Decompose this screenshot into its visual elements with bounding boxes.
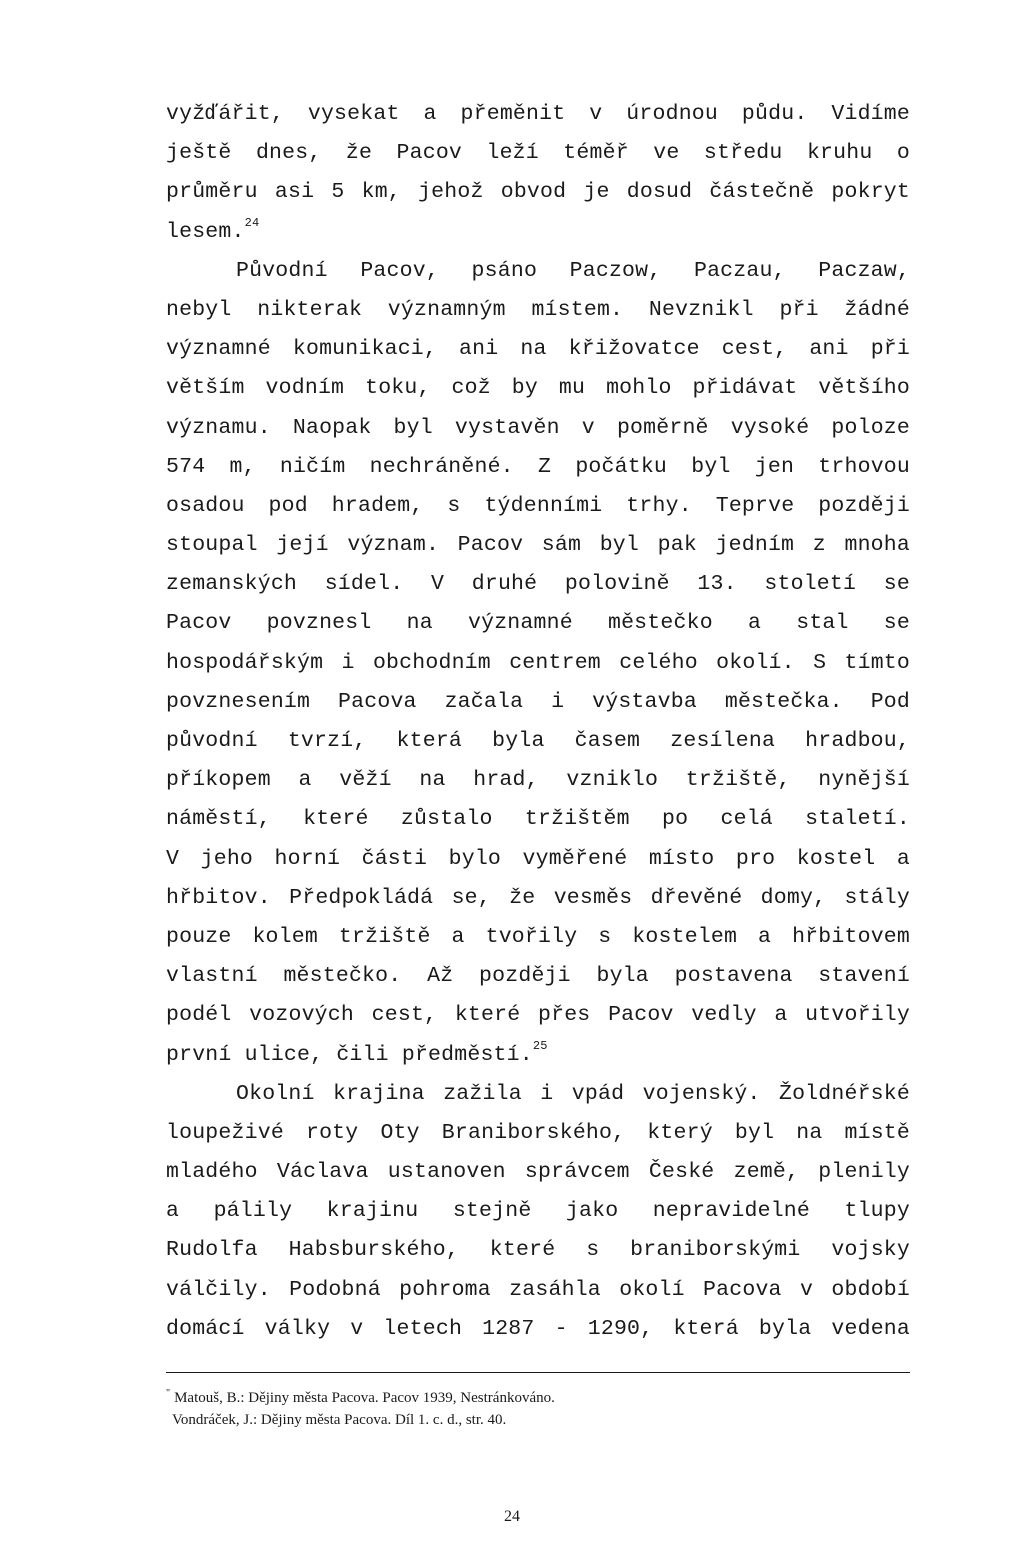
- text-line: loupeživé roty Oty Braniborského, který byl na místě: [166, 1120, 910, 1145]
- footnotes: [166, 1383, 910, 1431]
- text-line: náměstí, které zůstalo tržištěm po celá staletí.: [166, 807, 910, 832]
- text-line: podél vozových cest, které přes Pacov vedly a utvořily: [166, 1003, 910, 1028]
- text-line-with-note: [166, 1036, 910, 1075]
- text-line: hospodářským i obchodním centrem celého okolí. S tímto: [166, 650, 910, 675]
- text-line: průměru asi 5 km, jehož obvod je dosud částečně pokryt: [166, 180, 910, 205]
- text-line: vlastní městečko. Až později byla postavena stavení: [166, 964, 910, 989]
- text-line: významu. Naopak byl vystavěn v poměrně vysoké poloze: [166, 415, 910, 440]
- text-line: první ulice, čili předměstí.: [166, 1042, 533, 1067]
- text-line: osadou pod hradem, s týdenními trhy. Teprve později: [166, 493, 910, 518]
- footnote-separator: [166, 1372, 910, 1373]
- text-line: 574 m, ničím nechráněné. Z počátku byl jen trhovou: [166, 454, 910, 479]
- footnote-item: [166, 1409, 910, 1431]
- text-line: domácí války v letech 1287 - 1290, která byla vedena: [166, 1316, 910, 1341]
- text-line: příkopem a věží na hrad, vzniklo tržiště, nynější: [166, 768, 910, 793]
- text-line: původní tvrzí, která byla časem zesílena hradbou,: [166, 729, 910, 753]
- text-line: mladého Václava ustanoven správcem České země, plenily: [166, 1160, 910, 1185]
- footnote-text: Vondráček, J.: Dějiny města Pacova. Díl 1. c. d., str. 40.: [172, 1412, 507, 1428]
- text-line: významné komunikaci, ani na křižovatce cest, ani při: [166, 337, 910, 362]
- page-number: 24: [504, 1508, 520, 1525]
- footnote-item: [166, 1383, 910, 1409]
- text-line: vyžďářit, vysekat a přeměnit v úrodnou půdu. Vidíme: [166, 102, 910, 126]
- text-line: V jeho horní části bylo vyměřené místo pro kostel a: [166, 846, 910, 871]
- text-line: a pálily krajinu stejně jako nepravidelné tlupy: [166, 1199, 910, 1224]
- body-text: [166, 95, 910, 1349]
- text-line: Okolní krajina zažila i vpád vojenský. Žoldnéřské: [236, 1081, 910, 1106]
- text-line: povznesením Pacova začala i výstavba městečka. Pod: [166, 689, 910, 714]
- text-line: Původní Pacov, psáno Paczow, Paczau, Paczaw,: [236, 258, 910, 283]
- text-line: lesem.: [166, 219, 245, 244]
- text-line: stoupal její význam. Pacov sám byl pak jedním z mnoha: [166, 533, 910, 558]
- footnote-text: Matouš, B.: Dějiny města Pacova. Pacov 1939, Nestránkováno.: [174, 1390, 555, 1406]
- footnote-mark: ": [166, 1388, 171, 1399]
- footnote-reference: 24: [244, 216, 260, 231]
- footnote-reference: 25: [532, 1039, 548, 1054]
- text-line-with-note: [166, 213, 910, 252]
- text-line: Pacov povznesl na významné městečko a stal se: [166, 611, 910, 636]
- text-line: ještě dnes, že Pacov leží téměř ve středu kruhu o: [166, 141, 910, 166]
- text-line: větším vodním toku, což by mu mohlo přidávat většího: [166, 376, 910, 401]
- text-line: pouze kolem tržiště a tvořily s kostelem a hřbitovem: [166, 924, 910, 949]
- text-line: válčily. Podobná pohroma zasáhla okolí Pacova v období: [166, 1277, 910, 1302]
- text-line: Rudolfa Habsburského, které s braniborskými vojsky: [166, 1238, 910, 1263]
- text-line: zemanských sídel. V druhé polovině 13. století se: [166, 572, 910, 597]
- text-line: nebyl nikterak významným místem. Nevznikl při žádné: [166, 297, 910, 322]
- text-line: hřbitov. Předpokládá se, že vesměs dřevěné domy, stály: [166, 885, 910, 910]
